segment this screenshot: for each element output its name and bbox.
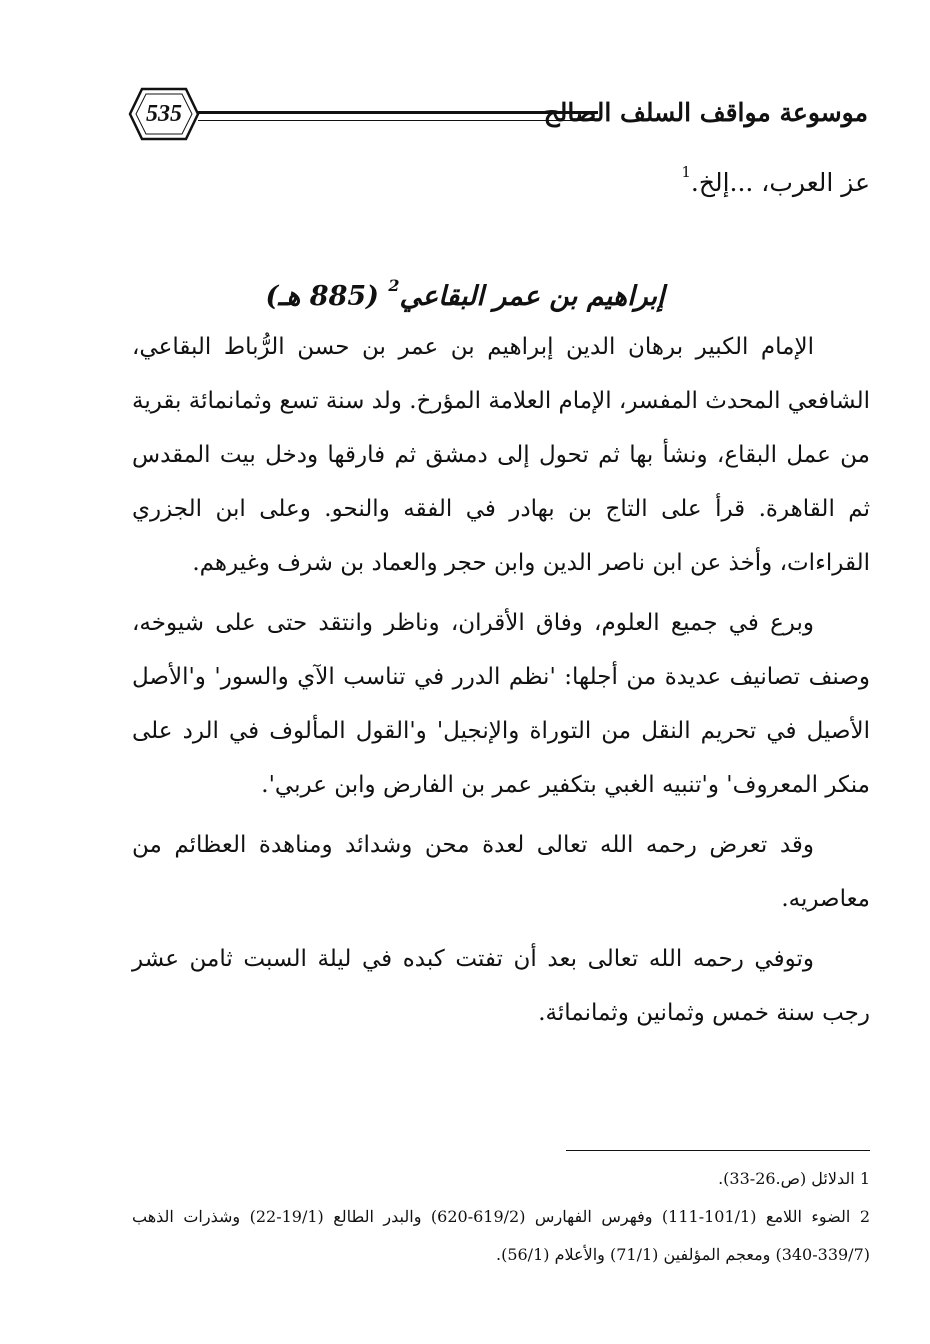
footnote-ref-1: 1 [681,163,691,181]
paragraph: وتوفي رحمه الله تعالى بعد أن تفتت كبده في ليلة السبت ثامن عشر رجب سنة خمس وثمانين وثمانمائة. [132,946,870,1026]
footnote: 2 الضوء اللامع (101/1-111) وفهرس الفهارس (619/2-620) والبدر الطالع (19/1-22) وشذرات الذهب (339/7-340) ومعجم المؤلفين (71/1) والأعلام (56/1). [132,1207,871,1264]
continuation-line [470,150,870,205]
page-number-badge [128,86,200,142]
header-divider [198,111,598,121]
footnote-ref-2: 2 [388,276,400,295]
page-number: 535 [146,101,182,127]
footnote: 1 الدلائل (ص.26-33). [718,1169,870,1188]
paragraph: الإمام الكبير برهان الدين إبراهيم بن عمر بن حسن الرُّباط البقاعي، الشافعي المحدث المفسر، الإمام العلامة المؤرخ. ولد سنة تسع وثمانمائة بقرية من عمل البقاع، ونشأ بها ثم تحول إلى دمشق ثم فارقها ودخل بيت المقدس ثم القاهرة. قرأ على التاج بن بهادر في الفقه والنحو. وعلى ابن الجزري القراءات، وأخذ عن ابن ناصر الدين وابن حجر والعماد بن شرف وغيرهم. [132,334,870,576]
section-heading [60,262,870,321]
paragraph: وبرع في جميع العلوم، وفاق الأقران، وناظر وانتقد حتى على شيوخه، وصنف تصانيف عديدة من أجلها: 'نظم الدرر في تناسب الآي والسور' و'الأصل الأصيل في تحريم النقل من التوراة والإنجيل' و'القول المألوف في الرد على منكر المعروف' و'تنبيه الغبي بتكفير عمر بن الفارض وابن عربي'. [132,610,870,798]
body-text [132,320,870,1046]
footnotes [132,1160,870,1274]
continuation-text: عز العرب، ...إلخ. [690,168,870,197]
footnote-divider [566,1150,870,1151]
book-title: موسوعة مواقف السلف الصالح [543,98,868,127]
heading-date: (885 هـ) [265,281,379,312]
heading-name: إبراهيم بن عمر البقاعي [399,281,665,312]
paragraph: وقد تعرض رحمه الله تعالى لعدة محن وشدائد ومناهدة العظائم من معاصريه. [132,832,870,912]
